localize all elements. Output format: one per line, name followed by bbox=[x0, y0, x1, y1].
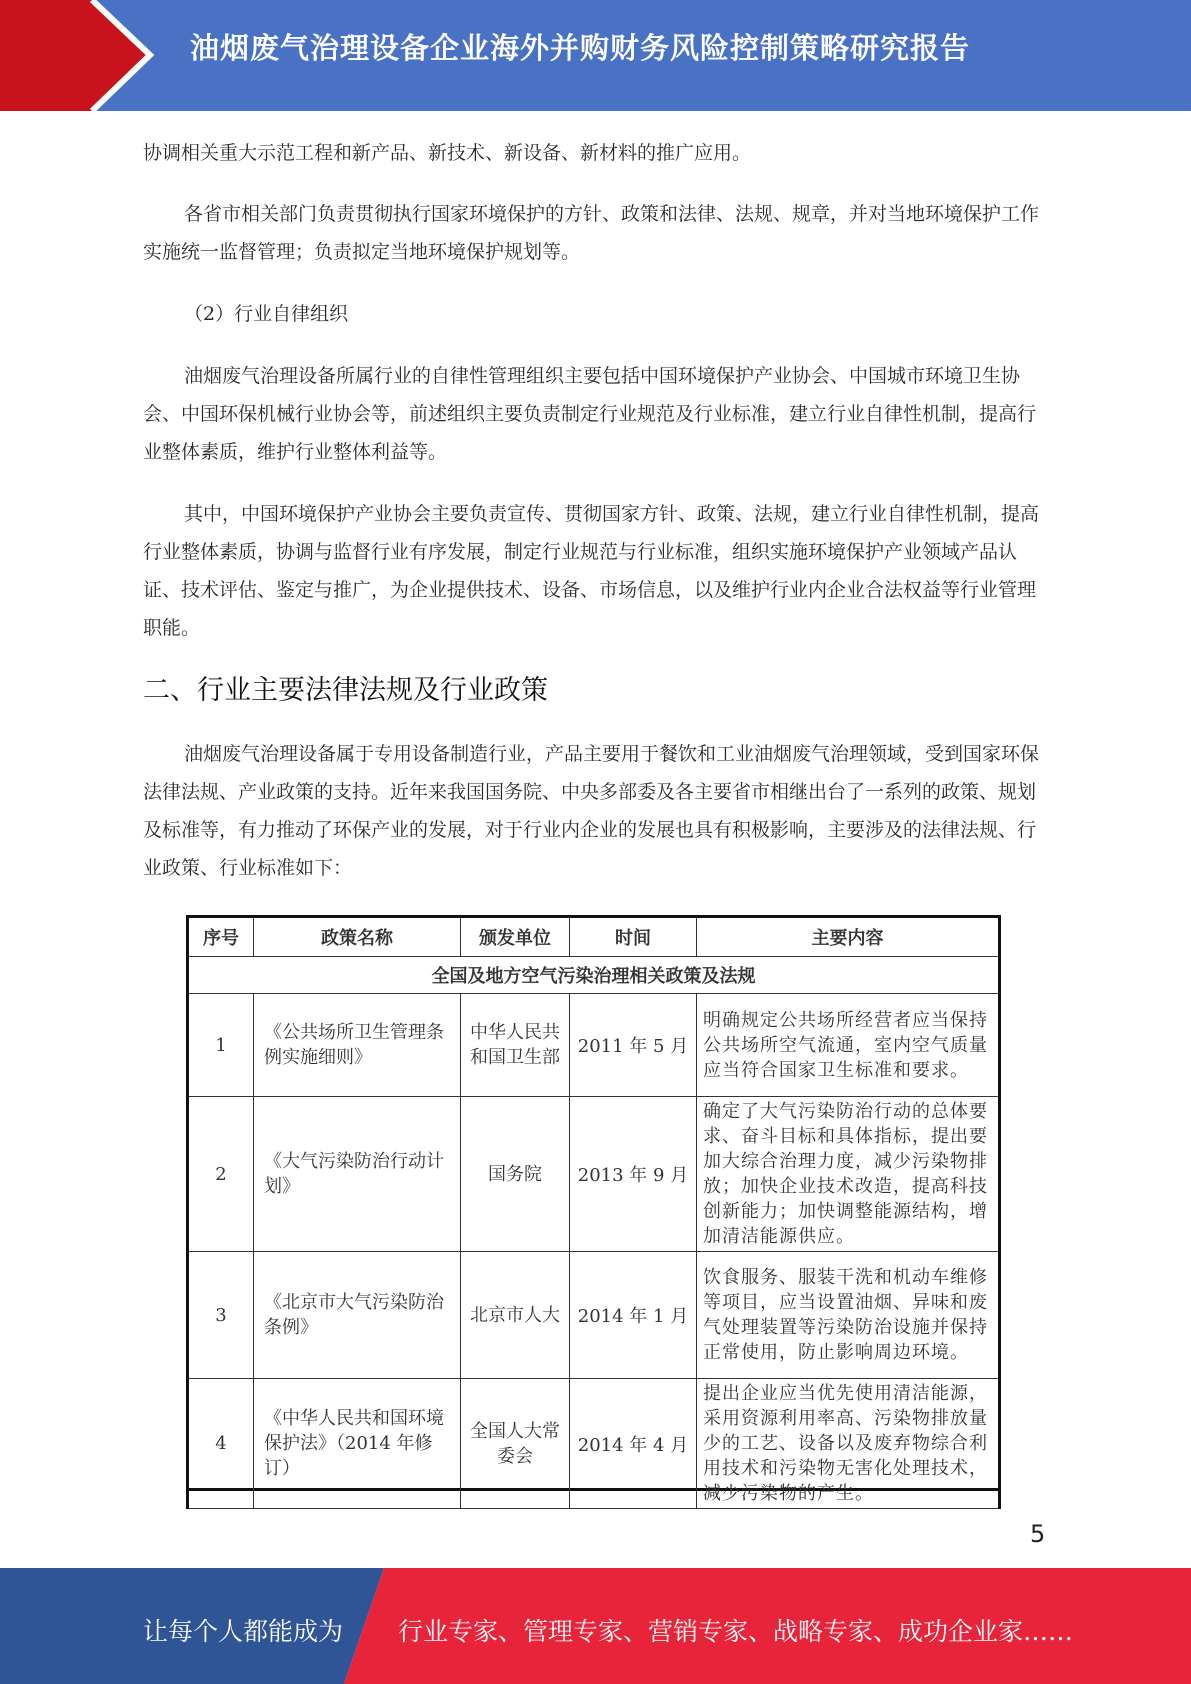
footer-slogan-left: 让每个人都能成为 bbox=[143, 1617, 344, 1646]
col-header-content: 主要内容 bbox=[697, 917, 1000, 957]
cell-content: 明确规定公共场所经营者应当保持公共场所空气流通，室内空气质量应当符合国家卫生标准和要求。 bbox=[697, 994, 1000, 1097]
cell-no: 1 bbox=[188, 994, 254, 1097]
table-section-title: 全国及地方空气污染治理相关政策及法规 bbox=[188, 957, 1000, 994]
table-section-row bbox=[188, 957, 1000, 994]
cell-time: 2013 年 9 月 bbox=[570, 1097, 697, 1252]
cell-time: 2014 年 1 月 bbox=[570, 1252, 697, 1379]
header-chevron-decoration bbox=[0, 0, 150, 111]
paragraph-4: 油烟废气治理设备所属行业的自律性管理组织主要包括中国环境保护产业协会、中国城市环境卫生协会、中国环保机械行业协会等，前述组织主要负责制定行业规范及行业标准，建立行业自律性机制，提高行业整体素质，维护行业整体利益等。 bbox=[143, 365, 1037, 463]
cell-org: 中华人民共和国卫生部 bbox=[461, 994, 570, 1097]
cell-name: 《北京市大气污染防治条例》 bbox=[254, 1252, 461, 1379]
cell-no: 2 bbox=[188, 1097, 254, 1252]
report-title: 油烟废气治理设备企业海外并购财务风险控制策略研究报告 bbox=[190, 31, 971, 65]
page-number: 5 bbox=[1030, 1520, 1046, 1548]
cell-no: 4 bbox=[188, 1379, 254, 1509]
subheading-self-regulation: （2）行业自律组织 bbox=[184, 303, 349, 325]
col-header-name: 政策名称 bbox=[254, 917, 461, 957]
table-row bbox=[188, 1252, 1000, 1379]
cell-no: 3 bbox=[188, 1252, 254, 1379]
paragraph-2: 各省市相关部门负责贯彻执行国家环境保护的方针、政策和法律、法规、规章，并对当地环境保护工作实施统一监督管理；负责拟定当地环境保护规划等。 bbox=[143, 203, 1040, 263]
table-header-row bbox=[188, 917, 1000, 957]
cell-name: 《公共场所卫生管理条例实施细则》 bbox=[254, 994, 461, 1097]
col-header-no: 序号 bbox=[188, 917, 254, 957]
cell-org: 北京市人大 bbox=[461, 1252, 570, 1379]
page-header bbox=[0, 0, 1191, 111]
cell-content: 饮食服务、服装干洗和机动车维修等项目，应当设置油烟、异味和废气处理装置等污染防治设施并保持正常使用，防止影响周边环境。 bbox=[697, 1252, 1000, 1379]
cell-name: 《大气污染防治行动计划》 bbox=[254, 1097, 461, 1252]
policy-table-wrapper bbox=[186, 915, 998, 1504]
cell-time: 2011 年 5 月 bbox=[570, 994, 697, 1097]
policy-table bbox=[186, 915, 1001, 1509]
cell-content: 确定了大气污染防治行动的总体要求、奋斗目标和具体指标，提出要加大综合治理力度，减少污染物排放；加快企业技术改造，提高科技创新能力；加快调整能源结构，增加清洁能源供应。 bbox=[697, 1097, 1000, 1252]
table-row bbox=[188, 1097, 1000, 1252]
col-header-time: 时间 bbox=[570, 917, 697, 957]
cell-content: 提出企业应当优先使用清洁能源，采用资源利用率高、污染物排放量少的工艺、设备以及废弃物综合利用技术和污染物无害化处理技术，减少污染物的产生。 bbox=[697, 1379, 1000, 1509]
cell-org: 国务院 bbox=[461, 1097, 570, 1252]
footer-slogan-right: 行业专家、管理专家、营销专家、战略专家、成功企业家…… bbox=[398, 1617, 1074, 1646]
col-header-org: 颁发单位 bbox=[461, 917, 570, 957]
section-heading: 二、行业主要法律法规及行业政策 bbox=[143, 675, 548, 706]
paragraph-1: 协调相关重大示范工程和新产品、新技术、新设备、新材料的推广应用。 bbox=[143, 142, 752, 164]
table-row bbox=[188, 994, 1000, 1097]
cell-org: 全国人大常委会 bbox=[461, 1379, 570, 1509]
paragraph-5: 其中，中国环境保护产业协会主要负责宣传、贯彻国家方针、政策、法规，建立行业自律性机制，提高行业整体素质，协调与监督行业有序发展，制定行业规范与行业标准，组织实施环境保护产业领域产品认证、技术评估、鉴定与推广，为企业提供技术、设备、市场信息，以及维护行业内企业合法权益等行业管理职能。 bbox=[143, 503, 1040, 639]
cell-name: 《中华人民共和国环境保护法》（2014 年修订） bbox=[254, 1379, 461, 1509]
cell-time: 2014 年 4 月 bbox=[570, 1379, 697, 1509]
paragraph-6: 油烟废气治理设备属于专用设备制造行业，产品主要用于餐饮和工业油烟废气治理领域，受到国家环保法律法规、产业政策的支持。近年来我国国务院、中央多部委及各主要省市相继出台了一系列的政策、规划及标准等，有力推动了环保产业的发展，对于行业内企业的发展也具有积极影响，主要涉及的法律法规、行业政策、行业标准如下： bbox=[143, 743, 1040, 879]
table-row bbox=[188, 1379, 1000, 1509]
